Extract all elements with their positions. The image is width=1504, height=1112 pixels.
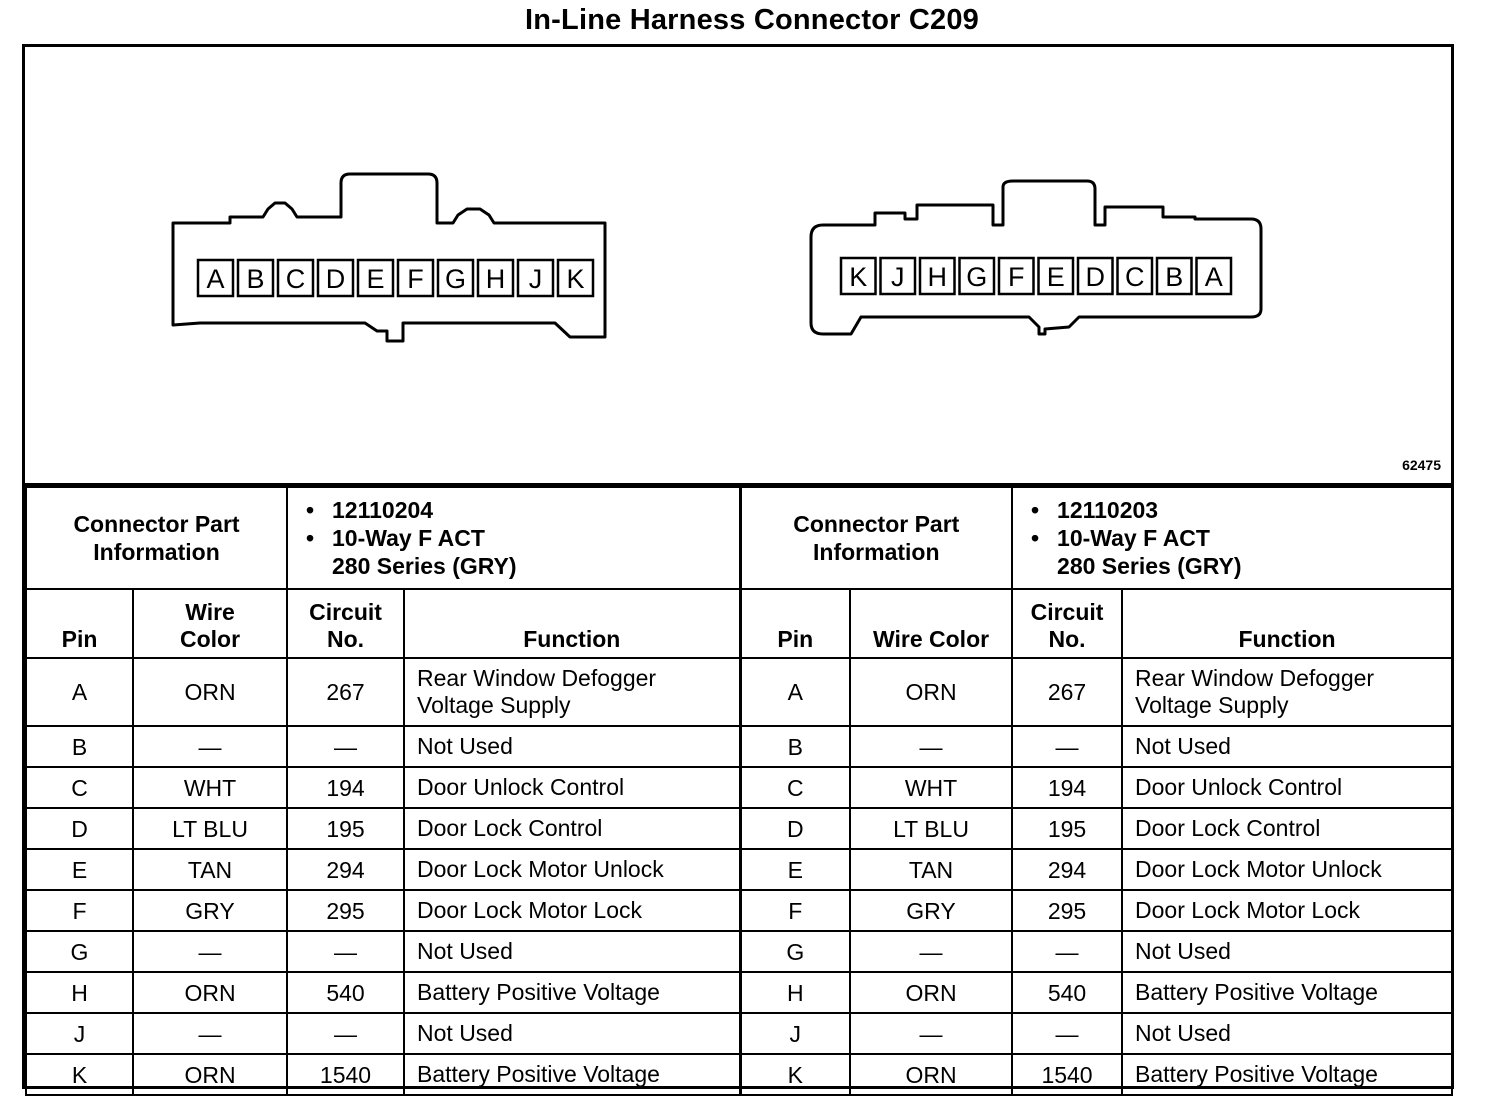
pin-cavity-label: B xyxy=(1165,262,1184,292)
pin-cavity-label: D xyxy=(1085,262,1105,292)
pin-cell-right: H xyxy=(740,972,850,1013)
circuit-cell-left: 194 xyxy=(287,767,404,808)
part-number-left: • 12110204 xyxy=(306,497,434,523)
pin-cell-left: D xyxy=(26,808,133,849)
table-row xyxy=(26,1013,1452,1054)
header-function-left: Function xyxy=(404,589,740,658)
pin-cavity-label: H xyxy=(485,264,506,294)
circuit-cell-left: 195 xyxy=(287,808,404,849)
pin-cell-right: A xyxy=(740,658,850,726)
table-header-row xyxy=(26,589,1452,658)
pin-rows xyxy=(26,658,1452,1095)
pin-cavity-label: C xyxy=(1125,262,1145,292)
left-connector-outline xyxy=(173,174,605,341)
pin-cavity-label: J xyxy=(528,264,543,294)
connector-part-info-label-right: Connector Part Information xyxy=(740,487,1012,589)
connector-part-info-left xyxy=(287,487,740,589)
pin-cell-right: E xyxy=(740,849,850,890)
pin-cavity-label: F xyxy=(1008,262,1025,292)
part-number-right: • 12110203 xyxy=(1031,497,1159,523)
function-cell-left: Not Used xyxy=(404,726,740,767)
function-cell-right: Not Used xyxy=(1122,726,1452,767)
circuit-cell-right: — xyxy=(1012,1013,1122,1054)
circuit-cell-right: 195 xyxy=(1012,808,1122,849)
pinout-table xyxy=(25,486,1453,1096)
pin-cavity-label: E xyxy=(1046,262,1065,292)
pin-cell-left: J xyxy=(26,1013,133,1054)
table-row xyxy=(26,890,1452,931)
pin-cell-left: K xyxy=(26,1054,133,1095)
pin-cell-right: B xyxy=(740,726,850,767)
circuit-cell-left: 295 xyxy=(287,890,404,931)
left-pin-group xyxy=(198,260,593,296)
circuit-cell-left: 1540 xyxy=(287,1054,404,1095)
wire-color-cell-left: — xyxy=(133,726,287,767)
wire-color-cell-right: GRY xyxy=(850,890,1012,931)
page-title: In-Line Harness Connector C209 xyxy=(525,4,979,36)
pin-cavity-label: C xyxy=(285,264,306,294)
pin-cavity-label: E xyxy=(366,264,385,294)
circuit-cell-left: — xyxy=(287,726,404,767)
wire-color-cell-right: WHT xyxy=(850,767,1012,808)
pin-cavity-label: G xyxy=(444,264,467,294)
pin-cavity-label: K xyxy=(566,264,585,294)
connector-diagram xyxy=(25,47,1451,486)
pin-cell-left: A xyxy=(26,658,133,726)
pin-cell-left: H xyxy=(26,972,133,1013)
wire-color-cell-left: GRY xyxy=(133,890,287,931)
wire-color-cell-left: TAN xyxy=(133,849,287,890)
header-pin-right: Pin xyxy=(740,589,850,658)
function-cell-right: Not Used xyxy=(1122,1013,1452,1054)
wire-color-cell-left: — xyxy=(133,931,287,972)
function-cell-right: Door Lock Motor Unlock xyxy=(1122,849,1452,890)
pin-cell-right: K xyxy=(740,1054,850,1095)
pin-cell-right: C xyxy=(740,767,850,808)
connector-face-drawing xyxy=(25,47,1451,483)
function-cell-left: Door Lock Motor Unlock xyxy=(404,849,740,890)
pin-cell-left: F xyxy=(26,890,133,931)
wire-color-cell-right: ORN xyxy=(850,658,1012,726)
circuit-cell-right: 1540 xyxy=(1012,1054,1122,1095)
wire-color-cell-right: ORN xyxy=(850,972,1012,1013)
wire-color-cell-left: ORN xyxy=(133,972,287,1013)
wire-color-cell-left: — xyxy=(133,1013,287,1054)
table-row xyxy=(26,931,1452,972)
wire-color-cell-right: — xyxy=(850,1013,1012,1054)
header-circuit-right: Circuit No. xyxy=(1012,589,1122,658)
table-row xyxy=(26,849,1452,890)
function-cell-right: Not Used xyxy=(1122,931,1452,972)
part-description-left: • 10-Way F ACT 280 Series (GRY) xyxy=(306,525,517,579)
function-cell-right: Rear Window Defogger Voltage Supply xyxy=(1122,658,1452,726)
circuit-cell-right: — xyxy=(1012,726,1122,767)
table-row xyxy=(26,767,1452,808)
header-function-right: Function xyxy=(1122,589,1452,658)
table-row xyxy=(26,1054,1452,1095)
table-row xyxy=(26,726,1452,767)
connector-frame xyxy=(22,44,1454,1089)
function-cell-left: Not Used xyxy=(404,931,740,972)
connector-part-info-right xyxy=(1012,487,1452,589)
right-pin-group xyxy=(841,258,1231,294)
function-cell-right: Door Lock Control xyxy=(1122,808,1452,849)
table-row xyxy=(26,808,1452,849)
pin-cavity-label: F xyxy=(407,264,424,294)
header-wire-color-right: Wire Color xyxy=(850,589,1012,658)
function-cell-left: Door Lock Control xyxy=(404,808,740,849)
pin-cell-left: C xyxy=(26,767,133,808)
pin-cavity-label: A xyxy=(206,264,225,294)
wire-color-cell-right: — xyxy=(850,726,1012,767)
wire-color-cell-right: — xyxy=(850,931,1012,972)
pin-cell-left: G xyxy=(26,931,133,972)
wire-color-cell-right: TAN xyxy=(850,849,1012,890)
function-cell-left: Not Used xyxy=(404,1013,740,1054)
function-cell-left: Battery Positive Voltage xyxy=(404,972,740,1013)
function-cell-right: Door Lock Motor Lock xyxy=(1122,890,1452,931)
pin-cavity-label: H xyxy=(927,262,947,292)
pin-cell-left: B xyxy=(26,726,133,767)
part-description-right: • 10-Way F ACT 280 Series (GRY) xyxy=(1031,525,1242,579)
figure-id: 62475 xyxy=(1402,457,1441,473)
wire-color-cell-right: LT BLU xyxy=(850,808,1012,849)
right-connector-outline xyxy=(811,181,1261,334)
circuit-cell-left: 294 xyxy=(287,849,404,890)
function-cell-left: Rear Window Defogger Voltage Supply xyxy=(404,658,740,726)
pin-cell-right: F xyxy=(740,890,850,931)
pin-cell-right: G xyxy=(740,931,850,972)
circuit-cell-left: 267 xyxy=(287,658,404,726)
wire-color-cell-left: LT BLU xyxy=(133,808,287,849)
pin-cavity-label: B xyxy=(246,264,265,294)
function-cell-left: Battery Positive Voltage xyxy=(404,1054,740,1095)
table-row xyxy=(26,972,1452,1013)
pin-cavity-label: D xyxy=(325,264,346,294)
wire-color-cell-left: ORN xyxy=(133,1054,287,1095)
function-cell-right: Door Unlock Control xyxy=(1122,767,1452,808)
pin-cavity-label: K xyxy=(849,262,868,292)
circuit-cell-right: 540 xyxy=(1012,972,1122,1013)
wire-color-cell-right: ORN xyxy=(850,1054,1012,1095)
header-pin-left: Pin xyxy=(26,589,133,658)
function-cell-right: Battery Positive Voltage xyxy=(1122,972,1452,1013)
circuit-cell-right: 294 xyxy=(1012,849,1122,890)
circuit-cell-left: — xyxy=(287,931,404,972)
pin-cell-left: E xyxy=(26,849,133,890)
header-circuit-left: Circuit No. xyxy=(287,589,404,658)
circuit-cell-left: — xyxy=(287,1013,404,1054)
pin-cell-right: D xyxy=(740,808,850,849)
circuit-cell-right: 194 xyxy=(1012,767,1122,808)
pin-cell-right: J xyxy=(740,1013,850,1054)
pin-cavity-label: J xyxy=(891,262,905,292)
table-row xyxy=(26,658,1452,726)
connector-info-row xyxy=(26,487,1452,589)
function-cell-left: Door Lock Motor Lock xyxy=(404,890,740,931)
circuit-cell-right: — xyxy=(1012,931,1122,972)
pin-cavity-label: A xyxy=(1204,262,1223,292)
connector-part-info-label-left: Connector Part Information xyxy=(26,487,287,589)
header-wire-color-left: Wire Color xyxy=(133,589,287,658)
function-cell-left: Door Unlock Control xyxy=(404,767,740,808)
circuit-cell-right: 267 xyxy=(1012,658,1122,726)
circuit-cell-left: 540 xyxy=(287,972,404,1013)
function-cell-right: Battery Positive Voltage xyxy=(1122,1054,1452,1095)
wire-color-cell-left: WHT xyxy=(133,767,287,808)
pin-cavity-label: G xyxy=(966,262,988,292)
wire-color-cell-left: ORN xyxy=(133,658,287,726)
circuit-cell-right: 295 xyxy=(1012,890,1122,931)
